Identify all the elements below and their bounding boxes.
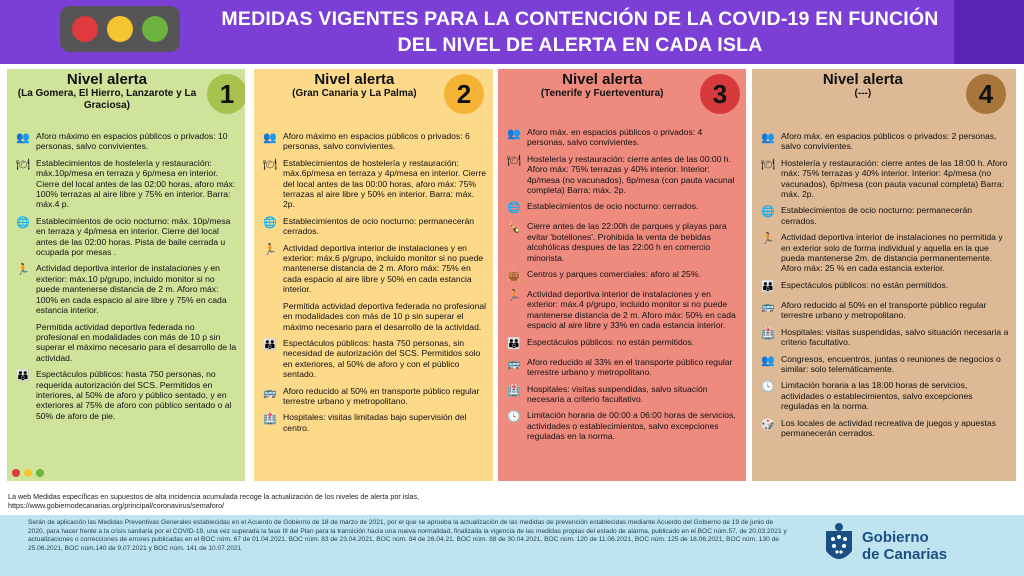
measure-text: Aforo reducido al 50% en transporte público regular terrestre urbano y metropolitano. <box>283 385 480 406</box>
measure-item <box>260 158 487 210</box>
measure-item <box>504 201 740 215</box>
nightlife-icon: 🌐 <box>16 216 30 229</box>
level-title: Nivel alerta <box>822 71 903 88</box>
measure-item <box>504 127 740 148</box>
measure-item <box>504 410 740 441</box>
red-dot <box>12 469 20 477</box>
footer-bar <box>0 515 1024 576</box>
measure-item <box>504 154 740 196</box>
meeting-icon: 👥 <box>761 354 775 367</box>
measure-item <box>758 232 1010 274</box>
measure-item <box>758 280 1010 294</box>
measure-text: Hospitales: visitas suspendidas, salvo situación necesaria a criterio facultativo. <box>527 383 708 404</box>
measure-text: Limitación horaria de 00:00 a 06:00 horas de servicios, actividades o establecimientos, salvo excepciones reguladas en la norma. <box>527 410 736 442</box>
measure-item <box>758 354 1010 375</box>
measure-text: Los locales de actividad recreativa de juegos y apuestas permanecerán cerrados. <box>781 417 996 438</box>
measure-item <box>260 216 487 237</box>
measure-text: Permitida actividad deportiva federada no profesional en modalidades con más de 10 p sin superar el máximo necesario para el desarrollo de la actividad. <box>36 321 237 363</box>
note-text: La web Medidas específicas en supuestos de alta incidencia acumulada recoge la actualización de los niveles de alerta por islas, <box>8 492 420 501</box>
restaurant-icon: 🍽 <box>16 158 30 171</box>
people-icon: 👥 <box>16 132 30 144</box>
measure-text: Actividad deportiva interior de instalaciones y en exterior: máx.4 p/grupo, incluido monitor si no puede mantenerse distancia de 2 m. Aforo máx: 50% en cada espacio al aire libre y 33% en cada estancia interior. <box>527 289 736 331</box>
measure-text: Hospitales: visitas limitadas bajo supervisión del centro. <box>283 412 467 433</box>
coat-of-arms-icon <box>822 521 856 569</box>
measure-item <box>13 322 239 364</box>
level-2-panel <box>254 69 493 481</box>
red-light <box>72 16 98 42</box>
clock-icon: 🕓 <box>761 381 775 394</box>
nightlife-icon: 🌐 <box>507 202 521 215</box>
hospital-icon: 🏥 <box>263 413 277 426</box>
measure-item <box>13 263 239 315</box>
runner-icon: 🏃 <box>507 290 521 303</box>
level-3-panel <box>498 69 746 481</box>
restaurant-icon: 🍽 <box>507 154 521 167</box>
measure-item <box>504 384 740 405</box>
yellow-light <box>107 16 133 42</box>
measure-text: Establecimientos de ocio nocturno: permanecerán cerrados. <box>781 205 973 226</box>
measure-text: Aforo reducido al 50% en el transporte público regular terrestre urbano y metropolitano. <box>781 299 987 321</box>
measure-text: Limitación horaria a las 18:00 horas de servicios, actividades o establecimientos, salvo excepciones reguladas en la norma. <box>781 380 973 412</box>
measure-item <box>260 131 487 152</box>
measure-text: Establecimientos de ocio nocturno: cerrados. <box>527 201 699 212</box>
measure-item <box>504 269 740 283</box>
level-islands: (Tenerife y Fuerteventura) <box>540 88 664 99</box>
footer-legal-text: Serán de aplicación las Medidas Preventivas Generales establecidas en el Acuerdo de Gobierno de 18 de marzo de 2021, por el que se aprueba la actualización de las medidas de prevención establecidas mediante Acuerdo del Gobierno de 19 de junio de 2020, para hacer frente a la crisis sanitaria por el COVID-19, una vez superada la fase III del Plan para la transición hacia una nueva normalidad, finalizada la vigencia de las medidas propias del estado de alarma, publicado en el BOC núm.57, de 20.03.2021 y actualizaciones o correcciones de errores publicadas en el BOC núm. 67 de 01.04.2021, BOC núm. 83 de 23.04.2021, BOC núm. 84 de 26.04.21, BOC núm. 88 de 30.04.2021, BOC núm. 120 de 11.06.2021, BOC núm. 125 de 18.06.2021, BOC núm. 130 de 25.06.2021, BOC núm.140 de 9.07.2021 y BOC núm. 141 de 10.07.2021 <box>28 519 787 552</box>
level-islands: (La Gomera, El Hierro, Lanzarote y La Graciosa) <box>17 88 197 111</box>
level-4-panel <box>752 69 1016 481</box>
measure-item <box>758 205 1010 226</box>
restaurant-icon: 🍽 <box>263 158 277 171</box>
bus-icon: 🚌 <box>263 386 277 399</box>
logo-text <box>862 529 947 563</box>
measure-text: Aforo máximo en espacios públicos o privados: 6 personas, salvo convivientes. <box>283 131 470 152</box>
measure-text: Aforo máx. en espacios públicos o privados: 2 personas, salvo convivientes. <box>781 131 997 152</box>
bottle-icon: 🍾 <box>507 222 521 235</box>
title-line-2: DEL NIVEL DE ALERTA EN CADA ISLA <box>397 34 763 56</box>
yellow-dot <box>24 469 32 477</box>
level-4-measures <box>758 131 1010 444</box>
measure-text: Establecimientos de hostelería y restauración: máx.6p/mesa en terraza y 4p/mesa en interior. Cierre del local antes de las 00:00 horas, aforo máx: 75% terrazas al aire libre y 50% en interior. Barra: máx. 2p. <box>283 157 486 210</box>
measure-item <box>13 131 239 152</box>
people-icon: 👥 <box>507 128 521 140</box>
note-link[interactable]: https://www.gobiernodecanarias.org/principal/coronavirus/semaforo/ <box>8 501 225 510</box>
measure-text: Aforo máximo en espacios públicos o privados: 10 personas, salvo convivientes. <box>36 131 228 152</box>
measure-text: Congresos, encuentros, juntas o reuniones de negocios o similar: solo telemáticamente. <box>781 353 1001 374</box>
page-title <box>190 6 970 58</box>
measure-item <box>13 369 239 421</box>
web-note <box>8 492 508 510</box>
runner-icon: 🏃 <box>761 233 775 246</box>
measure-item <box>758 418 1010 439</box>
measure-item <box>758 158 1010 200</box>
nightlife-icon: 🌐 <box>761 206 775 219</box>
dice-icon: 🎲 <box>761 418 775 431</box>
hospital-icon: 🏥 <box>761 327 775 340</box>
bus-icon: 🚌 <box>507 357 521 370</box>
logo-line-1: Gobierno <box>862 529 929 546</box>
measure-text: Hostelería y restauración: cierre antes de las 00:00 h. Aforo máx: 75% terrazas y 40% interior. Interior: 4p/mesa (no vacunados), 6p/mesa (con pauta vacunal completa) Barra: máx. 2p. <box>527 153 735 196</box>
audience-icon: 👪 <box>16 370 30 383</box>
measure-item <box>260 301 487 332</box>
green-dot <box>36 469 44 477</box>
measure-item <box>758 300 1010 321</box>
nightlife-icon: 🌐 <box>263 216 277 229</box>
measure-text: Espectáculos públicos: hasta 750 personas, sin necesidad de autorización del SCS. Permitidos solo en exteriores, al 50% de aforo y con el público sentado. <box>283 337 481 380</box>
measure-item <box>504 357 740 378</box>
logo-line-2: de Canarias <box>862 546 948 563</box>
level-2-measures <box>260 131 487 439</box>
clock-icon: 🕓 <box>507 411 521 424</box>
measure-item <box>260 412 487 433</box>
spacer-icon <box>260 301 280 315</box>
audience-icon: 👪 <box>507 337 521 350</box>
hospital-icon: 🏥 <box>507 384 521 397</box>
header-banner <box>0 0 1024 64</box>
people-icon: 👥 <box>761 132 775 144</box>
measure-text: Cierre antes de las 22:00h de parques y playas para evitar 'botellones'. Prohibida la venta de bebidas alcohólicas despues de las 22:00 h en comercio minorista. <box>527 221 727 263</box>
measure-text: Centros y parques comerciales: aforo al 25%. <box>527 269 701 280</box>
level-number-badge: 2 <box>444 74 484 114</box>
spacer-icon <box>13 322 33 336</box>
measure-text: Establecimientos de ocio nocturno: permanecerán cerrados. <box>283 215 475 237</box>
measure-item <box>504 221 740 263</box>
level-1-measures <box>13 131 239 427</box>
level-title: Nivel alerta <box>562 71 643 88</box>
measure-text: Aforo máx. en espacios públicos o privados: 4 personas, salvo convivientes. <box>527 127 703 148</box>
measure-text: Establecimientos de hostelería y restauración: máx.10p/mesa en terraza y 6p/mesa en interior. Cierre del local antes de las 02:00 horas, aforo máx: 100% terrazas al aire libre y 75% en interior. Barra: máx.4 p. <box>36 157 236 210</box>
level-islands: (Gran Canaria y La Palma) <box>292 88 417 99</box>
measure-text: Aforo reducido al 33% en el transporte público regular terrestre urbano y metropolitano. <box>527 356 733 378</box>
measure-item <box>504 289 740 331</box>
bus-icon: 🚌 <box>761 300 775 313</box>
measure-text: Espectáculos públicos: no están permitidos. <box>527 336 695 347</box>
level-islands: (---) <box>854 88 872 99</box>
audience-icon: 👪 <box>263 338 277 351</box>
level-title: Nivel alerta <box>314 71 395 88</box>
restaurant-icon: 🍽 <box>761 158 775 171</box>
runner-icon: 🏃 <box>16 264 30 277</box>
shopping-bag-icon: 👜 <box>507 270 521 283</box>
level-1-panel <box>7 69 245 481</box>
traffic-light-icon <box>60 6 180 52</box>
level-number-badge: 1 <box>207 74 245 114</box>
measure-item <box>13 216 239 258</box>
measure-text: Espectáculos públicos: hasta 750 personas, no requerida autorización del SCS. Permitidos en interiores, al 50% de aforo y público sentado, y en exteriores al 75% de aforo con público sentado o al 50% de aforo de pie. <box>36 369 232 421</box>
measure-item <box>260 243 487 295</box>
level-title: Nivel alerta <box>66 71 147 88</box>
measure-item <box>504 337 740 351</box>
measure-text: Establecimientos de ocio nocturno: máx. 10p/mesa en terraza y 4p/mesa en interior. Cierre del local antes de las 02:00 horas. Pista de baile cerrada u ocupada por mesas . <box>36 215 231 258</box>
gobierno-logo <box>820 520 1020 572</box>
measure-text: Hospitales: visitas suspendidas, salvo situación necesaria a criterio facultativo. <box>781 326 1009 348</box>
title-line-1: MEDIDAS VIGENTES PARA LA CONTENCIÓN DE LA COVID-19 EN FUNCIÓN <box>221 8 939 30</box>
people-icon: 👥 <box>263 132 277 144</box>
traffic-dots <box>12 464 48 482</box>
measure-text: Actividad deportiva interior de instalaciones y en exterior: máx.6 p/grupo, incluido monitor si no puede mantenerse distancia de 2 m. Aforo máx: 75% en cada espacio al aire libre y 50% en cada estancia interior. <box>283 242 484 295</box>
level-number-badge: 4 <box>966 74 1006 114</box>
measure-item <box>13 158 239 210</box>
measure-item <box>758 327 1010 348</box>
level-number-badge: 3 <box>700 74 740 114</box>
measure-item <box>758 380 1010 411</box>
runner-icon: 🏃 <box>263 243 277 256</box>
audience-icon: 👪 <box>761 280 775 293</box>
green-light <box>142 16 168 42</box>
measure-item <box>260 386 487 407</box>
measure-text: Actividad deportiva interior de instalaciones no permitida y en exterior solo de forma individual y aquella en la que pueda mantenerse 2m. de distancia permanentemente. Aforo máx: 25 % en cada estancia exterior. <box>781 232 1003 274</box>
measure-item <box>260 338 487 380</box>
level-3-measures <box>504 127 740 448</box>
measure-text: Actividad deportiva interior de instalaciones y en exterior: máx.10 p/grupo, incluido monitor si no puede mantenerse distancia de 2 m. Aforo máx: 100% en cada espacio al aire libre y 75% en cada estancia interior. <box>36 263 227 316</box>
measure-text: Permitida actividad deportiva federada no profesional en modalidades con más de 10 p sin superar el máximo necesario para el desarrollo de la actividad. <box>283 300 487 332</box>
measure-text: Hostelería y restauración: cierre antes de las 18:00 h. Aforo máx: 75% terrazas y 40% interior. Interior: 4p/mesa (no vacunados), 6p/mesa (con pauta vacunal completa) Barra: máx. 2p. <box>781 157 1008 200</box>
measure-text: Espectáculos públicos: no están permitidos. <box>781 279 949 290</box>
measure-item <box>758 131 1010 152</box>
